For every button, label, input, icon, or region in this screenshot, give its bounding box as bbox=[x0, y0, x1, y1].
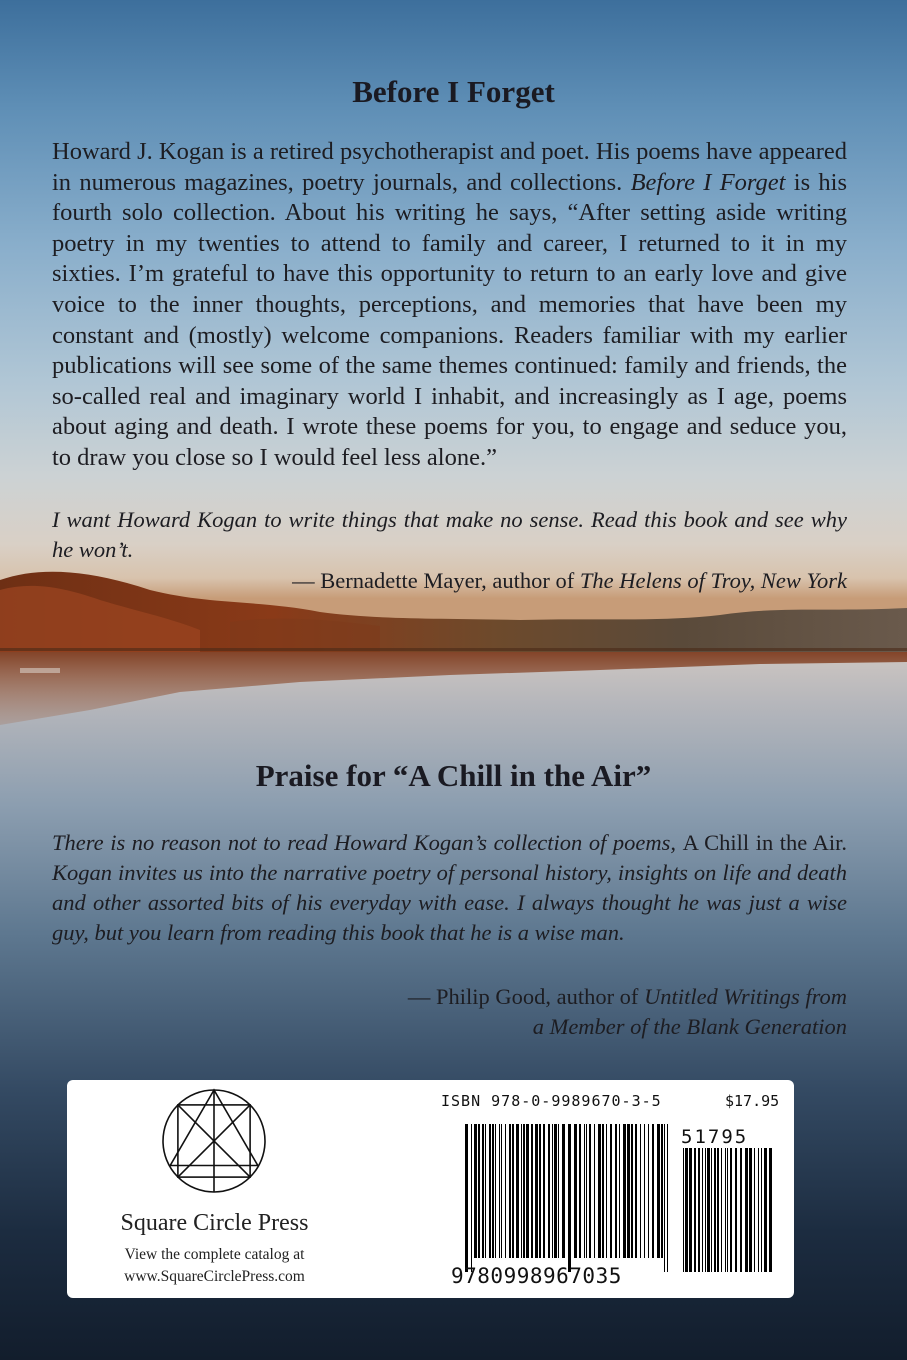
barcode-bar bbox=[689, 1148, 692, 1272]
barcode-bar bbox=[610, 1124, 612, 1258]
ean-barcode bbox=[463, 1124, 673, 1272]
barcode-bar bbox=[501, 1124, 502, 1258]
barcode-bar bbox=[615, 1124, 617, 1258]
barcode-bar bbox=[482, 1124, 484, 1258]
price-addon-barcode bbox=[681, 1148, 775, 1272]
barcode-bar bbox=[465, 1124, 468, 1272]
barcode-bar bbox=[474, 1124, 477, 1258]
barcode-bar bbox=[745, 1148, 748, 1272]
barcode-bar bbox=[509, 1124, 511, 1258]
barcode-bar bbox=[598, 1124, 601, 1258]
barcode-bar bbox=[558, 1124, 559, 1258]
barcode-bar bbox=[740, 1148, 742, 1272]
barcode-bar bbox=[667, 1124, 668, 1272]
barcode-bar bbox=[705, 1148, 706, 1272]
barcode-bar bbox=[758, 1148, 759, 1272]
square-circle-logo-icon bbox=[159, 1086, 269, 1196]
barcode-bar bbox=[552, 1124, 553, 1258]
bio-text-lead: Howard J. Kogan is a retired psychotherapist and poet. His poems have appeared in numerous magazines, poetry journals, and collections. bbox=[52, 138, 847, 196]
barcode-bar bbox=[594, 1124, 595, 1258]
praise-attribution-lead: — Philip Good, author of bbox=[407, 984, 645, 1009]
isbn-label: ISBN 978-0-9989670-3-5 bbox=[441, 1092, 662, 1110]
barcode-bar bbox=[627, 1124, 630, 1258]
barcode-bar bbox=[543, 1124, 545, 1258]
blurb-attribution-work: The Helens of Troy, New York bbox=[579, 568, 847, 593]
barcode-bar bbox=[606, 1124, 607, 1258]
barcode-bar bbox=[512, 1124, 514, 1258]
barcode-bar bbox=[657, 1124, 660, 1258]
barcode-bar bbox=[644, 1124, 645, 1258]
barcode-bar bbox=[523, 1124, 525, 1258]
barcode-bar bbox=[586, 1124, 587, 1258]
barcode-bar bbox=[648, 1124, 649, 1258]
blurb-attribution-lead: — Bernadette Mayer, author of bbox=[292, 568, 580, 593]
barcode-bar bbox=[717, 1148, 719, 1272]
barcode-bar bbox=[749, 1148, 752, 1272]
barcode-bar bbox=[730, 1148, 732, 1272]
barcode-bar bbox=[562, 1124, 565, 1258]
barcode-bar bbox=[489, 1124, 491, 1258]
barcode-bar bbox=[548, 1124, 550, 1258]
publisher-website: www.SquareCirclePress.com bbox=[124, 1268, 305, 1285]
barcode-bar bbox=[495, 1124, 496, 1258]
barcode-bar bbox=[531, 1124, 533, 1258]
barcode-bar bbox=[589, 1124, 591, 1258]
barcode-bar bbox=[694, 1148, 696, 1272]
title-praise: Praise for “A Chill in the Air” bbox=[255, 758, 652, 793]
barcode-bar bbox=[702, 1148, 703, 1272]
barcode-bar bbox=[568, 1124, 571, 1272]
barcode-bar bbox=[661, 1124, 663, 1258]
praise-quote bbox=[52, 828, 847, 948]
barcode-bar bbox=[526, 1124, 529, 1258]
barcode-bar bbox=[714, 1148, 716, 1272]
barcode-bar bbox=[623, 1124, 626, 1258]
barcode-bar bbox=[707, 1148, 710, 1272]
praise-quote-rest: Kogan invites us into the narrative poetry of personal history, insights on life and death and other assorted bits of his everyday with ease. I always thought he was just a wise guy, but you learn from reading this book that he is a wise man. bbox=[52, 860, 847, 945]
praise-quote-lead: There is no reason not to read Howard Kogan’s collection of poems, bbox=[52, 830, 683, 855]
publisher-barcode-panel bbox=[67, 1080, 794, 1298]
barcode-bar bbox=[685, 1148, 688, 1272]
barcode-bar bbox=[664, 1124, 665, 1272]
publisher-name: Square Circle Press bbox=[120, 1210, 309, 1236]
praise-attribution-work-line2: a Member of the Blank Generation bbox=[532, 1014, 847, 1039]
author-bio-paragraph bbox=[52, 137, 847, 474]
barcode-bar bbox=[505, 1124, 506, 1258]
barcode-bar bbox=[602, 1124, 604, 1258]
praise-attribution bbox=[147, 982, 847, 1042]
publisher-catalog-line: View the complete catalog at bbox=[124, 1246, 305, 1263]
barcode-bar bbox=[725, 1148, 726, 1272]
barcode-bar bbox=[471, 1124, 472, 1272]
barcode-bar bbox=[535, 1124, 538, 1258]
ean-digits: 9780998967035 bbox=[451, 1264, 622, 1288]
barcode-bar bbox=[579, 1124, 581, 1258]
price-label: $17.95 bbox=[725, 1092, 780, 1110]
title-before-i-forget: Before I Forget bbox=[352, 74, 555, 109]
barcode-bar bbox=[584, 1124, 585, 1258]
praise-attribution-work-line1: Untitled Writings from bbox=[644, 984, 847, 1009]
barcode-bar bbox=[727, 1148, 728, 1272]
barcode-bar bbox=[761, 1148, 762, 1272]
price-code: 51795 bbox=[681, 1126, 749, 1148]
barcode-bar bbox=[754, 1148, 755, 1272]
barcode-bar bbox=[619, 1124, 620, 1258]
barcode-bar bbox=[554, 1124, 557, 1258]
barcode-bar bbox=[735, 1148, 737, 1272]
blurb-quote: I want Howard Kogan to write things that make no sense. Read this book and see why he won’t. bbox=[52, 507, 847, 562]
barcode-bar bbox=[683, 1148, 684, 1272]
barcode-bar bbox=[631, 1124, 633, 1258]
barcode-bar bbox=[492, 1124, 494, 1258]
barcode-bar bbox=[721, 1148, 722, 1272]
praise-quote-book-title: A Chill in the Air. bbox=[682, 830, 847, 855]
barcode-bar bbox=[769, 1148, 772, 1272]
barcode-bar bbox=[499, 1124, 500, 1258]
barcode-bar bbox=[635, 1124, 637, 1258]
bio-book-title: Before I Forget bbox=[630, 168, 786, 196]
barcode-bar bbox=[478, 1124, 480, 1258]
barcode-bar bbox=[640, 1124, 641, 1258]
barcode-bar bbox=[711, 1148, 712, 1272]
barcode-bar bbox=[698, 1148, 700, 1272]
bio-text-rest: is his fourth solo collection. About his writing he says, “After setting aside writing poetry in my twenties to attend to family and career, I returned to it in my sixties. I’m grateful to have this opportunity to return to an early love and give voice to the inner thoughts, perceptions, and memories that have been my constant and (mostly) welcome companions. Readers familiar with my earlier publications will see some of the same themes continued: family and friends, the so-called real and imaginary world I inhabit, and increasingly as I age, poems about aging and death. I wrote these poems for you, to engage and seduce you, to draw you close so I would feel less alone.” bbox=[52, 168, 848, 471]
barcode-bar bbox=[539, 1124, 541, 1258]
barcode-bar bbox=[521, 1124, 522, 1258]
barcode-bar bbox=[574, 1124, 577, 1258]
barcode-bar bbox=[485, 1124, 486, 1258]
barcode-bar bbox=[652, 1124, 654, 1258]
barcode-bar bbox=[516, 1124, 519, 1258]
barcode-bar bbox=[764, 1148, 767, 1272]
blurb-attribution bbox=[147, 566, 847, 596]
